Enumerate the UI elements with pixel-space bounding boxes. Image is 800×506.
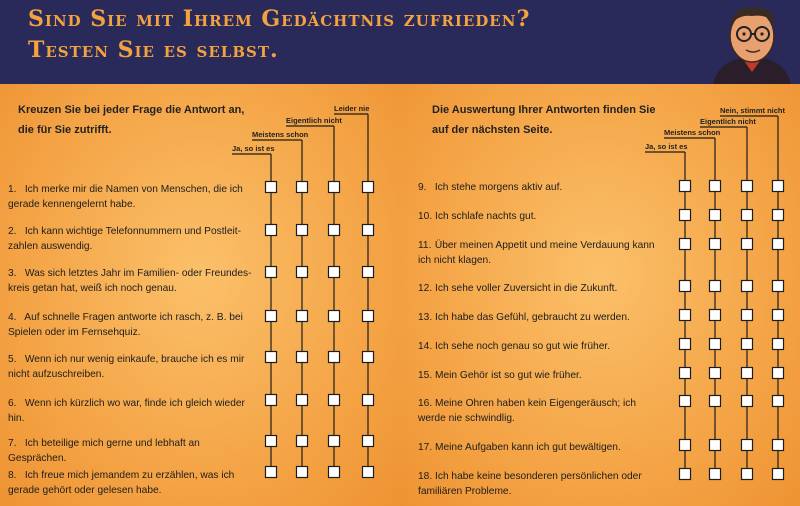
- answer-checkbox[interactable]: [329, 436, 340, 447]
- answer-checkbox[interactable]: [710, 339, 721, 350]
- question-label: Ich habe das Gefühl, gebraucht zu werden.: [435, 312, 630, 323]
- question-number: 18.: [418, 471, 433, 482]
- question-number: 6.: [8, 398, 17, 409]
- left-col-label-1: Ja, so ist es: [232, 144, 275, 153]
- right-intro: Die Auswertung Ihrer Antworten finden Sie auf der nächsten Seite.: [432, 104, 656, 136]
- answer-checkbox[interactable]: [773, 210, 784, 221]
- answer-checkbox[interactable]: [773, 239, 784, 250]
- answer-checkbox[interactable]: [266, 225, 277, 236]
- answer-checkbox[interactable]: [742, 181, 753, 192]
- answer-checkbox[interactable]: [329, 182, 340, 193]
- answer-checkbox[interactable]: [363, 267, 374, 278]
- answer-checkbox[interactable]: [266, 267, 277, 278]
- answer-checkbox[interactable]: [297, 225, 308, 236]
- question-label: Meine Ohren haben kein Eigengeräusch; ich werde nie schwindlig.: [418, 398, 637, 424]
- question-label: Wenn ich nur wenig einkaufe, brauche ich es mir nicht aufzuschreiben.: [8, 354, 245, 380]
- question-label: Was sich letztes Jahr im Familien- oder Freundes-kreis getan hat, weiß ich noch genau.: [8, 268, 252, 294]
- answer-checkbox[interactable]: [297, 395, 308, 406]
- answer-checkbox[interactable]: [680, 396, 691, 407]
- answer-checkbox[interactable]: [742, 368, 753, 379]
- question-label: Ich beteilige mich gerne und lebhaft an Gesprächen.: [8, 438, 200, 464]
- answer-checkbox[interactable]: [742, 440, 753, 451]
- question-number: 9.: [418, 182, 427, 193]
- question-number: 17.: [418, 442, 433, 453]
- question-number: 16.: [418, 398, 433, 409]
- answer-checkbox[interactable]: [297, 267, 308, 278]
- question-number: 13.: [418, 312, 433, 323]
- answer-checkbox[interactable]: [710, 239, 721, 250]
- right-col-label-4: Nein, stimmt nicht: [720, 106, 786, 115]
- answer-checkbox[interactable]: [363, 182, 374, 193]
- answer-checkbox[interactable]: [363, 467, 374, 478]
- question-number: 8.: [8, 470, 17, 481]
- right-col-label-1: Ja, so ist es: [645, 142, 688, 151]
- answer-checkbox[interactable]: [329, 267, 340, 278]
- question-label: Ich kann wichtige Telefonnummern und Postleit-zahlen auswendig.: [8, 226, 241, 252]
- page-subtitle: Testen Sie es selbst.: [28, 37, 279, 63]
- answer-checkbox[interactable]: [266, 352, 277, 363]
- answer-checkbox[interactable]: [363, 311, 374, 322]
- page-title: Sind Sie mit Ihrem Gedächtnis zufrieden?: [28, 6, 531, 32]
- answer-checkbox[interactable]: [680, 339, 691, 350]
- answer-checkbox[interactable]: [266, 395, 277, 406]
- question-number: 7.: [8, 438, 17, 449]
- question-label: Ich merke mir die Namen von Menschen, die ich gerade kennengelernt habe.: [8, 184, 243, 210]
- question-label: Ich sehe voller Zuversicht in die Zukunft.: [435, 283, 618, 294]
- answer-checkbox[interactable]: [363, 225, 374, 236]
- answer-checkbox[interactable]: [266, 467, 277, 478]
- left-col-label-3: Eigentlich nicht: [286, 116, 342, 125]
- question-label: Wenn ich kürzlich wo war, finde ich gleich wieder hin.: [8, 398, 245, 424]
- question-label: Auf schnelle Fragen antworte ich rasch, z. B. bei Spielen oder im Fernsehquiz.: [8, 312, 243, 338]
- answer-checkbox[interactable]: [710, 310, 721, 321]
- answer-checkbox[interactable]: [710, 210, 721, 221]
- answer-checkbox[interactable]: [773, 310, 784, 321]
- answer-checkbox[interactable]: [742, 210, 753, 221]
- answer-checkbox[interactable]: [710, 368, 721, 379]
- answer-checkbox[interactable]: [773, 339, 784, 350]
- question-number: 14.: [418, 341, 433, 352]
- answer-checkbox[interactable]: [266, 436, 277, 447]
- answer-checkbox[interactable]: [329, 467, 340, 478]
- answer-checkbox[interactable]: [742, 239, 753, 250]
- left-col-label-4: Leider nie: [334, 104, 370, 113]
- question-number: 11.: [418, 240, 432, 251]
- answer-checkbox[interactable]: [297, 311, 308, 322]
- answer-checkbox[interactable]: [773, 469, 784, 480]
- answer-checkbox[interactable]: [680, 281, 691, 292]
- answer-checkbox[interactable]: [680, 440, 691, 451]
- answer-checkbox[interactable]: [773, 440, 784, 451]
- question-number: 15.: [418, 370, 433, 381]
- answer-checkbox[interactable]: [710, 396, 721, 407]
- answer-checkbox[interactable]: [297, 436, 308, 447]
- answer-checkbox[interactable]: [363, 395, 374, 406]
- answer-checkbox[interactable]: [297, 467, 308, 478]
- question-label: Ich habe keine besonderen persönlichen oder familiären Probleme.: [418, 471, 642, 497]
- answer-checkbox[interactable]: [680, 181, 691, 192]
- question-number: 2.: [8, 226, 17, 237]
- right-col-label-2: Meistens schon: [664, 128, 721, 137]
- question-label: Meine Aufgaben kann ich gut bewältigen.: [435, 442, 621, 453]
- answer-checkbox[interactable]: [363, 436, 374, 447]
- answer-checkbox[interactable]: [773, 281, 784, 292]
- answer-checkbox[interactable]: [710, 469, 721, 480]
- answer-checkbox[interactable]: [297, 352, 308, 363]
- question-number: 1.: [8, 184, 17, 195]
- answer-checkbox[interactable]: [329, 311, 340, 322]
- answer-checkbox[interactable]: [680, 239, 691, 250]
- answer-checkbox[interactable]: [742, 281, 753, 292]
- question-label: Über meinen Appetit und meine Verdauung kann ich nicht klagen.: [418, 240, 655, 266]
- answer-checkbox[interactable]: [680, 210, 691, 221]
- question-label: Ich schlafe nachts gut.: [435, 211, 537, 222]
- answer-checkbox[interactable]: [710, 440, 721, 451]
- answer-checkbox[interactable]: [680, 310, 691, 321]
- answer-checkbox[interactable]: [742, 310, 753, 321]
- answer-checkbox[interactable]: [329, 352, 340, 363]
- answer-checkbox[interactable]: [710, 281, 721, 292]
- left-intro: Kreuzen Sie bei jeder Frage die Antwort an, die für Sie zutrifft.: [18, 104, 245, 136]
- answer-checkbox[interactable]: [363, 352, 374, 363]
- question-number: 10.: [418, 211, 433, 222]
- question-label: Ich stehe morgens aktiv auf.: [434, 182, 563, 193]
- answer-checkbox[interactable]: [742, 396, 753, 407]
- question-number: 12.: [418, 283, 433, 294]
- answer-checkbox[interactable]: [773, 396, 784, 407]
- question-label: Mein Gehör ist so gut wie früher.: [435, 370, 582, 381]
- answer-checkbox[interactable]: [329, 225, 340, 236]
- answer-checkbox[interactable]: [710, 181, 721, 192]
- question-number: 5.: [8, 354, 17, 365]
- answer-checkbox[interactable]: [773, 368, 784, 379]
- answer-checkbox[interactable]: [680, 368, 691, 379]
- answer-checkbox[interactable]: [742, 339, 753, 350]
- answer-checkbox[interactable]: [266, 311, 277, 322]
- left-col-label-2: Meistens schon: [252, 130, 309, 139]
- question-number: 4.: [8, 312, 17, 323]
- answer-checkbox[interactable]: [773, 181, 784, 192]
- question-label: Ich sehe noch genau so gut wie früher.: [435, 341, 611, 352]
- answer-checkbox[interactable]: [742, 469, 753, 480]
- answer-checkbox[interactable]: [680, 469, 691, 480]
- answer-checkbox[interactable]: [266, 182, 277, 193]
- right-col-label-3: Eigentlich nicht: [700, 117, 756, 126]
- answer-checkbox[interactable]: [329, 395, 340, 406]
- question-number: 3.: [8, 268, 17, 279]
- answer-checkbox[interactable]: [297, 182, 308, 193]
- question-label: Ich freue mich jemandem zu erzählen, was ich gerade gehört oder gelesen habe.: [8, 470, 235, 496]
